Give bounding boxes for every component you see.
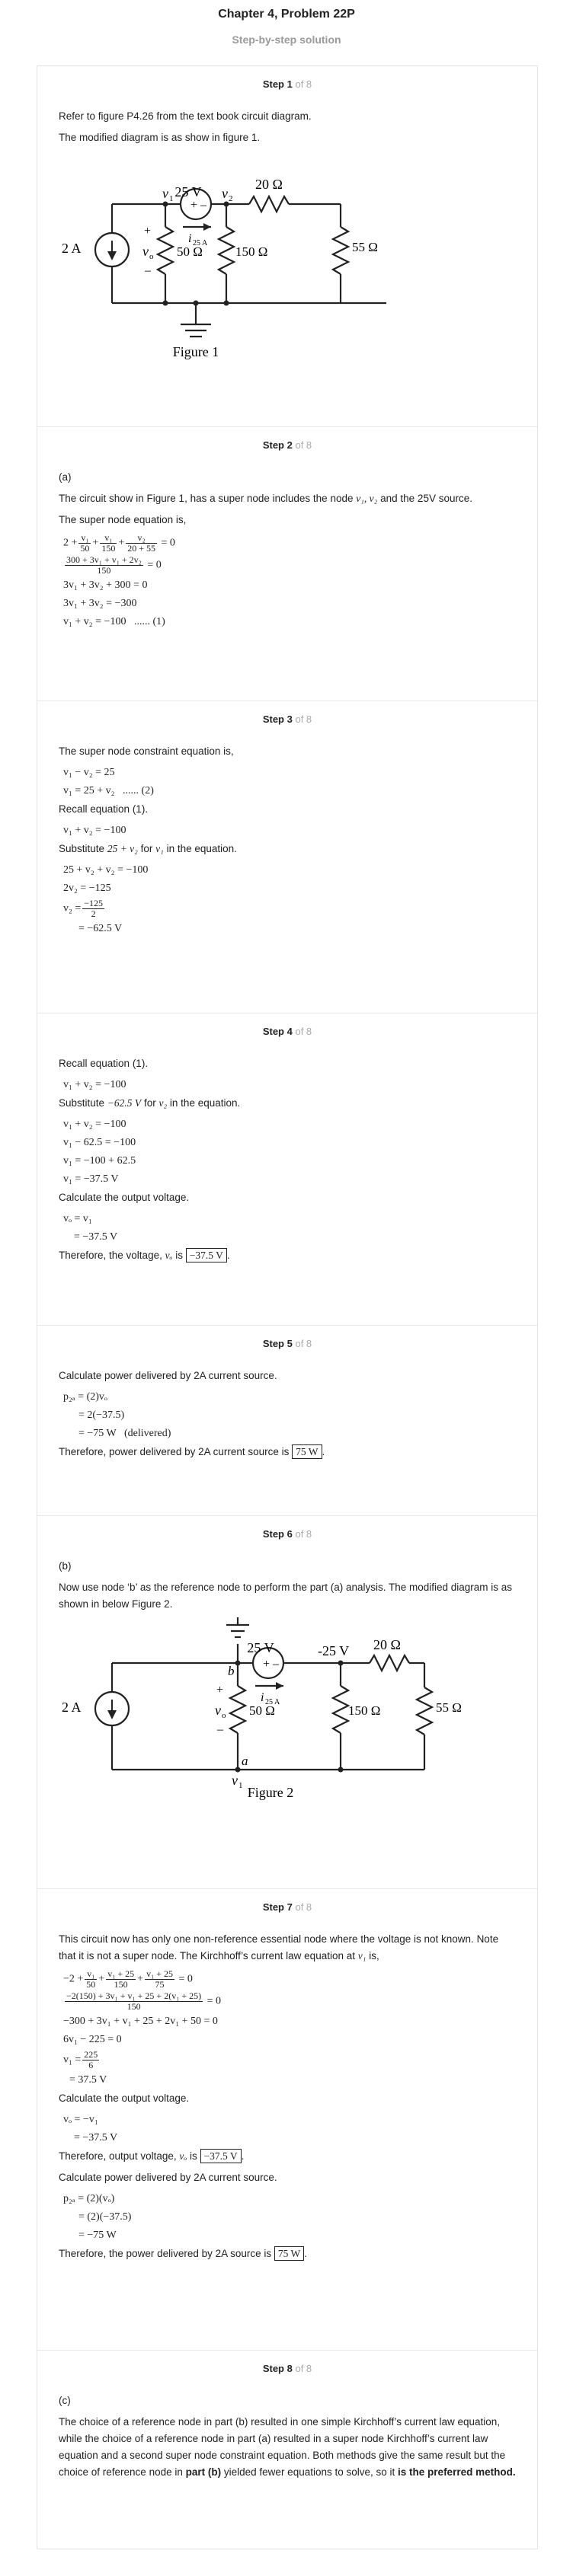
text-span: for: [143, 1097, 156, 1109]
numerator: v₁: [78, 533, 91, 544]
equation: 3v₁ + 3v₂ = −300: [63, 598, 137, 609]
figure-caption: Figure 2: [247, 1785, 294, 1800]
step-header: [59, 1901, 516, 1913]
numerator: v₁: [85, 1969, 97, 1980]
resistor-label-55: 55 Ω: [436, 1700, 462, 1715]
vo-plus: +: [216, 1684, 224, 1697]
eq-part: = 0: [147, 559, 162, 571]
step-text: [59, 2148, 516, 2165]
node-v2-label: v: [222, 186, 228, 201]
text-span-bold: part (b): [185, 2466, 222, 2478]
denominator: 75: [155, 1979, 165, 1990]
eq-part: = 0: [206, 1995, 222, 2007]
text-span: for: [140, 843, 153, 854]
equation: p₂ₐ = (2)vₒ: [63, 1391, 107, 1403]
resistor-label-50: 50 Ω: [249, 1703, 275, 1718]
vo-label: v: [215, 1703, 221, 1718]
answer-box: −37.5 V: [200, 2149, 242, 2163]
step-header: [59, 2363, 516, 2374]
math-inline: v₁: [155, 843, 164, 854]
equation: v₁ = −100 + 62.5: [63, 1155, 136, 1167]
numerator: −2(150) + 3v₁ + v₁ + 25 + 2(v₁ + 25): [66, 1990, 202, 2001]
figure-1-circuit: [59, 151, 516, 410]
minus-sign: –: [273, 1658, 279, 1671]
step-header: [59, 1528, 516, 1540]
source-label-25v: 25 V: [247, 1640, 274, 1655]
node-v1-label: v: [162, 186, 168, 201]
text-span: .: [322, 1446, 325, 1457]
node-v1-label: v: [232, 1773, 238, 1788]
denominator: 150: [126, 2001, 141, 2012]
math-inline: v₂: [158, 1097, 168, 1109]
page-title: Chapter 4, Problem 22P: [218, 8, 355, 21]
node-voltage-label: -25 V: [318, 1643, 350, 1658]
eq-part: v₁ =: [63, 2054, 82, 2066]
vo-label: v: [142, 244, 149, 259]
step-4: [37, 1013, 537, 1326]
step-text: Refer to figure P4.26 from the text book circuit diagram.: [59, 110, 312, 122]
step-count: of 8: [295, 1901, 312, 1913]
equation: = −37.5 V: [74, 2132, 118, 2143]
plus-sign: +: [263, 1658, 270, 1671]
step-6: [37, 1516, 537, 1889]
resistor-label-20: 20 Ω: [255, 177, 283, 192]
vo-sub: o: [222, 1711, 226, 1720]
part-label: (c): [59, 2395, 71, 2406]
step-count: of 8: [295, 1026, 312, 1037]
step-label: Step 4: [262, 1026, 293, 1037]
minus-sign: –: [200, 199, 206, 212]
step-text: [59, 841, 516, 857]
step-text: Calculate the output voltage.: [59, 2092, 190, 2104]
fraction: [65, 555, 143, 576]
eq-part: v₂ =: [63, 902, 82, 915]
numerator: v₁: [100, 533, 117, 544]
text-span: .: [241, 2150, 245, 2162]
vo-minus: –: [217, 1723, 223, 1736]
step-count: of 8: [295, 439, 312, 451]
step-label: Step 6: [262, 1528, 293, 1540]
step-text: Recall equation (1).: [59, 1058, 149, 1069]
resistor-label-55: 55 Ω: [352, 240, 378, 254]
denominator: 50: [80, 543, 90, 554]
numerator: 225: [84, 2049, 98, 2060]
text-span: Therefore, power delivered by 2A current source is: [59, 1446, 290, 1457]
step-count: of 8: [295, 1528, 312, 1540]
step-3: [37, 701, 537, 1013]
eq-part: 2 +: [63, 537, 78, 549]
node-v2-sub: 2: [229, 194, 233, 203]
equation: v₁ − v₂ = 25: [63, 767, 115, 778]
text-span: This circuit now has only one non-reference essential node where the voltage is not known. Note that it is not a super node. The Kirchhoff’s current law equation at: [59, 1933, 499, 1962]
denominator: 6: [88, 2060, 94, 2070]
solution-container: [37, 65, 538, 2549]
text-span: is: [175, 1250, 183, 1261]
fraction: [126, 533, 157, 554]
step-1: [37, 66, 537, 427]
text-span: yielded fewer equations to solve, so it: [223, 2466, 395, 2478]
step-label: Step 3: [262, 713, 293, 725]
step-text: [59, 1247, 516, 1264]
step-text: Recall equation (1).: [59, 803, 149, 815]
text-span: is,: [369, 1950, 379, 1962]
step-label: Step 5: [262, 1338, 293, 1349]
fraction: [100, 533, 117, 554]
math-inline: vₒ: [179, 2150, 187, 2162]
numerator: v₁ + 25: [146, 1968, 174, 1979]
step-header: [59, 1338, 516, 1349]
denominator: 150: [101, 543, 116, 554]
source-label-25v: 25 V: [174, 184, 202, 200]
fraction: [82, 899, 104, 919]
math-inline: 25 + v₂: [107, 843, 138, 854]
equation: = −75 W (delivered): [78, 1428, 171, 1439]
equation: [63, 2050, 516, 2070]
equation: = −62.5 V: [78, 923, 123, 934]
step-text: The modified diagram is as show in figure 1.: [59, 132, 261, 143]
step-header: [59, 1026, 516, 1037]
fraction: [78, 533, 91, 554]
fraction: [82, 2050, 99, 2070]
equation: v₁ + v₂ = −100: [63, 825, 126, 836]
part-label: (b): [59, 1560, 72, 1572]
equation: = −37.5 V: [74, 1231, 118, 1243]
equation: p₂ₐ = (2)(vₒ): [63, 2193, 115, 2204]
numerator: −125: [84, 898, 104, 908]
vo-sub: o: [149, 252, 154, 261]
page-header: [0, 0, 573, 65]
equation: 6v₁ − 225 = 0: [63, 2034, 122, 2045]
text-span: .: [226, 1250, 230, 1261]
equation: 2 + $\frac{\text{v₁}}{50}$ + $\frac{\text{v₁}}{150}$ + $\frac{\text{v₂}}{20 + 55}$ = 0: [63, 532, 175, 554]
fraction: [85, 1969, 97, 1990]
equation: 2v₂ = −125: [63, 883, 111, 894]
fraction: [145, 1969, 174, 1990]
math-inline: −62.5 V: [107, 1097, 142, 1109]
answer-box: −37.5 V: [186, 1248, 227, 1262]
denominator: 50: [86, 1979, 96, 1990]
equation: [63, 555, 516, 576]
equation: v₁ + v₂ = −100: [63, 1119, 126, 1130]
step-text: [59, 490, 516, 507]
denominator: 150: [97, 565, 111, 576]
node-v1-sub: 1: [238, 1781, 243, 1790]
equation: = −75 W: [78, 2230, 117, 2241]
denominator: 150: [114, 1979, 128, 1990]
step-text: [59, 1931, 516, 1965]
resistor-label-150: 150 Ω: [348, 1703, 381, 1718]
node-b-label: b: [228, 1664, 235, 1678]
plus-sign: +: [190, 199, 198, 212]
eq-part: = 0: [178, 1973, 193, 1985]
step-label: Step 2: [262, 439, 293, 451]
numerator: 300 + 3v₁ + v₁ + 2v₂: [66, 554, 142, 565]
text-span-bold: is the preferred method.: [398, 2466, 516, 2478]
denominator: 20 + 55: [127, 543, 155, 554]
step-label: Step 7: [262, 1901, 293, 1913]
step-label: Step 1: [262, 78, 293, 90]
math-inline: v₁, v₂: [356, 493, 378, 504]
equation: −2 + $\frac{\text{v₁}}{50}$ + $\frac{\text{v₁ + 25}}{150}$ + $\frac{\text{v₁ + 25}}{75}$ = 0: [63, 1968, 193, 1990]
step-count: of 8: [295, 1338, 312, 1349]
step-header: [59, 78, 516, 90]
text-span: in the equation.: [166, 843, 237, 854]
numerator: v₁ + 25: [107, 1968, 135, 1979]
answer-box: 75 W: [292, 1444, 322, 1459]
step-text: [59, 1095, 516, 1112]
text-span: Therefore, output voltage,: [59, 2150, 177, 2162]
denominator: 2: [91, 908, 96, 919]
page-subtitle: Step-by-step solution: [232, 34, 341, 46]
step-text: Calculate power delivered by 2A current source.: [59, 2172, 277, 2183]
equation: [63, 1991, 516, 2012]
eq-part: −2 +: [63, 1973, 84, 1985]
equation: −300 + 3v₁ + v₁ + 25 + 2v₁ + 50 = 0: [63, 2016, 218, 2027]
text-span: The circuit show in Figure 1, has a super node includes the node: [59, 493, 354, 504]
step-text: The super node constraint equation is,: [59, 745, 234, 757]
figure-2-circuit: [59, 1617, 516, 1869]
equation: 25 + v₂ + v₂ = −100: [63, 864, 149, 876]
step-count: of 8: [295, 713, 312, 725]
equation: = 2(−37.5): [78, 1409, 125, 1421]
equation: v₁ + v₂ = −100 ...... (1): [63, 616, 165, 627]
step-text: Now use node ‘b’ as the reference node to perform the part (a) analysis. The modified diagram is as shown in below Figure 2.: [59, 1582, 513, 1610]
equation: = (2)(−37.5): [78, 2211, 132, 2223]
step-header: [59, 439, 516, 451]
step-text: [59, 2414, 516, 2481]
equation: = 37.5 V: [69, 2074, 107, 2086]
part-label: (a): [59, 471, 72, 483]
equation: v₁ = 25 + v₂ ...... (2): [63, 785, 154, 796]
math-inline: vₒ: [165, 1250, 173, 1261]
step-header: [59, 713, 516, 725]
equation: v₁ = −37.5 V: [63, 1173, 119, 1185]
numerator: v₂: [126, 533, 157, 544]
step-7: [37, 1889, 537, 2351]
equation: vₒ = −v₁: [63, 2114, 98, 2125]
step-text: [59, 1444, 516, 1460]
fraction: [106, 1969, 136, 1990]
text-span: in the equation.: [169, 1097, 241, 1109]
text-span: The choice of a reference node in part (b) resulted in one simple Kirchhoff’s current law equation, while the choice of a reference node in part (a) resulted in a super node Kirchhoff’s current law equation and a second super node constraint equation. Both methods give the same result but the choice of reference node in: [59, 2416, 506, 2478]
step-label: Step 8: [262, 2363, 293, 2374]
equation: v₁ − 62.5 = −100: [63, 1137, 136, 1148]
resistor-label-150: 150 Ω: [235, 244, 268, 259]
text-span: and the 25V source.: [380, 493, 472, 504]
node-a-label: a: [242, 1754, 248, 1768]
vo-plus: +: [144, 225, 152, 238]
fraction: [65, 1991, 203, 2012]
eq-part: = 0: [161, 537, 175, 549]
step-text: The super node equation is,: [59, 514, 187, 525]
current-sub: 25 A: [265, 1698, 280, 1706]
current-label: i: [188, 232, 192, 245]
text-span: Therefore, the power delivered by 2A source is: [59, 2248, 272, 2259]
text-span: Substitute: [59, 843, 105, 854]
text-span: .: [304, 2248, 308, 2259]
step-count: of 8: [295, 2363, 312, 2374]
step-text: [59, 2246, 516, 2262]
current-sub: 25 A: [193, 239, 208, 247]
step-5: [37, 1326, 537, 1516]
resistor-label-20: 20 Ω: [373, 1637, 401, 1652]
equation: [63, 899, 516, 919]
resistor-label-50: 50 Ω: [177, 244, 203, 259]
equation: 3v₁ + 3v₂ + 300 = 0: [63, 579, 148, 591]
answer-box: 75 W: [274, 2246, 304, 2261]
current-label: i: [261, 1691, 264, 1704]
vo-minus: –: [145, 264, 151, 277]
equation: v₁ + v₂ = −100: [63, 1079, 126, 1090]
text-span: is: [190, 2150, 197, 2162]
current-source-label: 2 A: [62, 241, 82, 256]
step-text: Calculate the output voltage.: [59, 1192, 190, 1203]
text-span: Therefore, the voltage,: [59, 1250, 162, 1261]
current-source-label: 2 A: [62, 1700, 82, 1715]
figure-caption: Figure 1: [172, 344, 219, 359]
step-text: Calculate power delivered by 2A current source.: [59, 1370, 277, 1381]
step-2: [37, 427, 537, 701]
node-v1-sub: 1: [169, 194, 174, 203]
math-inline: v₁: [357, 1950, 367, 1962]
equation: vₒ = v₁: [63, 1213, 92, 1224]
step-count: of 8: [295, 78, 312, 90]
text-span: Substitute: [59, 1097, 105, 1109]
step-8: [37, 2351, 537, 2549]
